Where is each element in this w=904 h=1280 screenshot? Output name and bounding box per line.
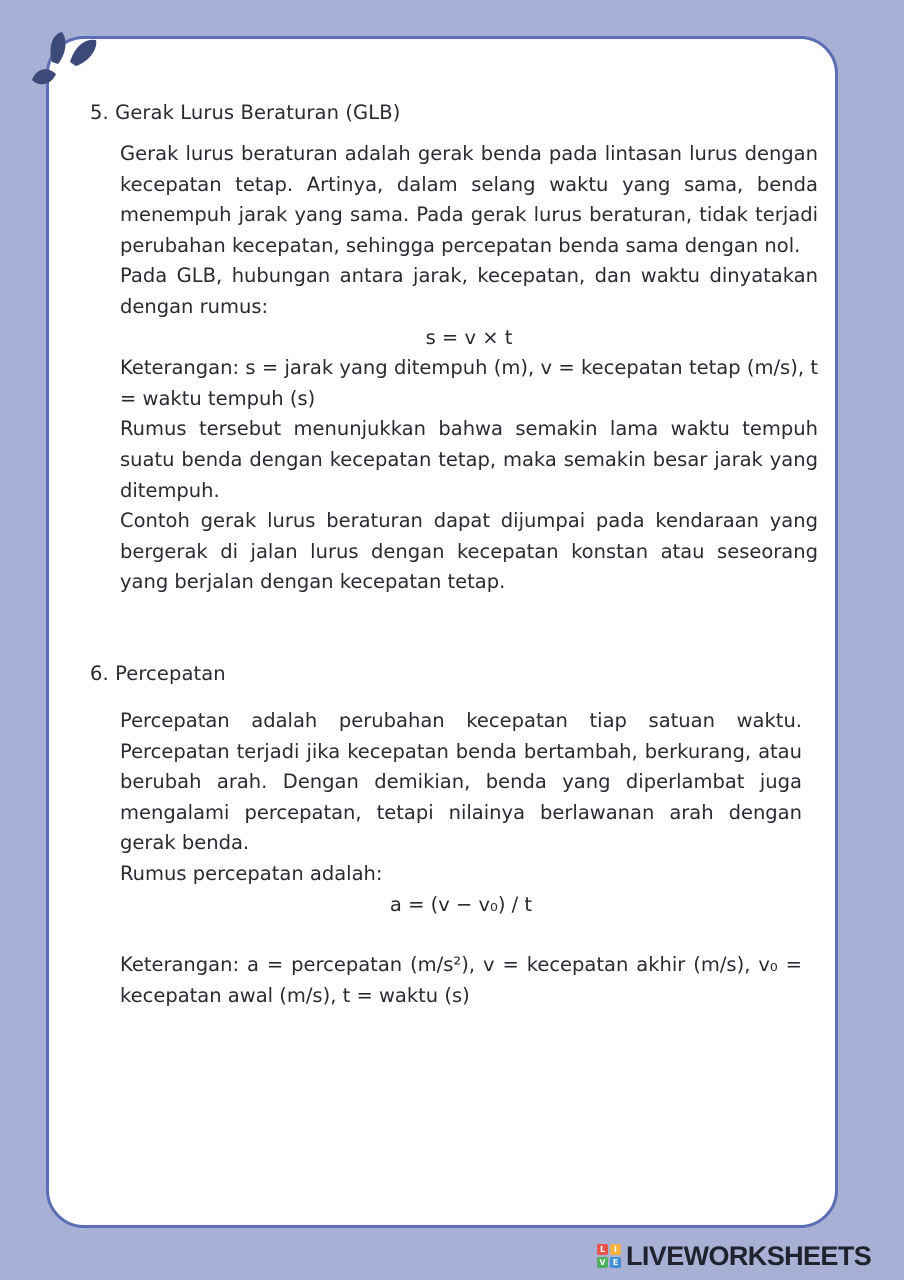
section-5-body [120, 139, 818, 598]
section-5-heading: 5. Gerak Lurus Beraturan (GLB) [90, 101, 401, 124]
glb-example-paragraph: Contoh gerak lurus beraturan dapat dijumpai pada kendaraan yang bergerak di jalan lurus dengan kecepatan konstan atau seseorang yang berjalan dengan kecepatan tetap. [120, 509, 818, 594]
glb-formula: s = v × t [425, 325, 513, 349]
glb-definition-paragraph: Gerak lurus beraturan adalah gerak benda pada lintasan lurus dengan kecepatan tetap. Artinya, dalam selang waktu yang sama, benda menempuh jarak yang sama. Pada gerak lurus beraturan, tidak terjadi perubahan kecepatan, sehingga percepatan benda sama dengan nol. [120, 142, 818, 257]
logo-tile-e: E [610, 1257, 621, 1268]
three-petal-accent-icon [26, 28, 106, 92]
glb-explanation-paragraph: Rumus tersebut menunjukkan bahwa semakin lama waktu tempuh suatu benda dengan kecepatan tetap, maka semakin besar jarak yang ditempuh. [120, 417, 818, 502]
acceleration-legend: Keterangan: a = percepatan (m/s²), v = kecepatan akhir (m/s), v₀ = kecepatan awal (m/s), t = waktu (s) [120, 953, 802, 1007]
glb-legend: Keterangan: s = jarak yang ditempuh (m), v = kecepatan tetap (m/s), t = waktu tempuh (s) [120, 356, 818, 410]
liveworksheets-watermark [597, 1241, 871, 1271]
logo-tile-v: V [597, 1257, 608, 1268]
acceleration-formula-intro: Rumus percepatan adalah: [120, 861, 383, 885]
glb-formula-intro: Pada GLB, hubungan antara jarak, kecepatan, dan waktu dinyatakan dengan rumus: [120, 264, 818, 318]
liveworksheets-wordmark: LIVEWORKSHEETS [626, 1240, 872, 1271]
logo-tile-i: I [610, 1244, 621, 1255]
spacer [120, 920, 802, 950]
section-6-body [120, 706, 802, 1011]
logo-tile-l: L [597, 1244, 608, 1255]
acceleration-formula: a = (v − v₀) / t [389, 892, 533, 916]
section-6-heading: 6. Percepatan [90, 662, 226, 685]
acceleration-definition-paragraph: Percepatan adalah perubahan kecepatan tiap satuan waktu. Percepatan terjadi jika kecepatan benda bertambah, berkurang, atau berubah arah. Dengan demikian, benda yang diperlambat juga mengalami percepatan, tetapi nilainya berlawanan arah dengan gerak benda. [120, 709, 802, 855]
liveworksheets-logo-icon [597, 1244, 621, 1268]
